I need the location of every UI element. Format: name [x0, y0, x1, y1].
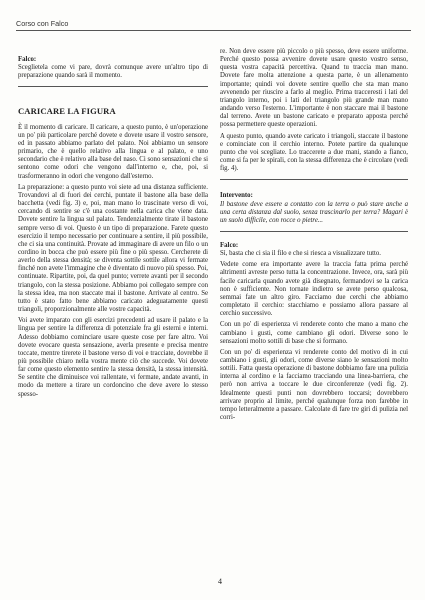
right-column: [220, 48, 408, 428]
falco-note: [18, 56, 208, 80]
page-number: 4: [218, 577, 222, 586]
body-paragraph: A questo punto, quando avete caricato i triangoli, staccate il bastone e cominciate con il cerchio interno. Potete partire da qualunque punto che voi scegliate. Lo traccerete a due mani, stando a fianco, come si fa per le spirali, con la stessa differenza che è circolare (vedi fig. 4).: [220, 132, 408, 173]
divider-line: [18, 86, 208, 87]
body-paragraph: Sì, basta che ci sia il filo e che si riesca a visualizzare tutto.: [220, 250, 381, 258]
falco-answer: [220, 242, 408, 422]
note-speaker: Falco:: [220, 241, 239, 249]
body-paragraph: Voi avete imparato con gli esercizi precedenti ad usare il palato e la lingua per sentire la differenza di potenziale fra gli esterni e interni. Adesso dobbiamo cominciare usare queste cose per fare altro. Voi dovete evocare questa sensazione, averla presente e precisa mentre toccate, mentre tirerete il bastone verso di voi e tracciate, dovrebbe il più possibile chiaro nella vostra mente ciò che succede. Voi dovete far come questo elemento sentire la stessa densità, la stessa intensità. Se sentite che diminuisce voi rallentate, vi fermate, andate avanti, in modo da mettere a tirare un cordoncino che deve avere lo stesso spesso-: [18, 317, 208, 398]
header-title: Corso con Falco: [16, 19, 69, 28]
left-column: [18, 56, 208, 402]
body-paragraph: Con un po' di esperienza vi renderete conto del motivo di in cui cambiano i gusti, gli odori, come diverse siano le sensazioni molto sottili. Fatta questa operazione di bastone dobbiamo fare una pulizia interna al cordino e la facciamo tracciando una linea-barriera, che però non arriva a toccare le due circonferenze (vedi fig. 2). Idealmente questi punti non dovrebbero toccarsi; dovrebbero arrivare proprio al limite, perché qualunque forza non farebbe in tempo letteralmente a passare. Calcolate di fare tre giri di pulizia nel corri-: [220, 348, 408, 422]
body-paragraph: È il momento di caricare. Il caricare, a questo punto, è un'operazione un po' più particolare perché dovete e dovete usare il vostro sensore, ed in passato abbiamo parlato del palato. Noi abbiamo un sensore primario, che è quello relativo alla lingua e al palato, e uno secondario che è relativo alla base del naso. Ci sono sensazioni che si sentono come odori che vengono dall'interno e, che, poi, si trasformeranno in odori che vengono dall'esterno.: [18, 123, 208, 180]
note-speaker: Falco:: [18, 56, 37, 63]
note-text: Il bastone deve essere a contatto con la terra o può stare anche a una certa distanza dal suolo, senza trascinarlo per terra? Magari è un suolo difficile, con rocce o pietre...: [220, 200, 408, 224]
body-paragraph: re. Non deve essere più piccolo o più spesso, deve essere uniforme. Perché questo possa avvenire dovete usare questo vostro senso, questa vostra capacità percettiva. Quand tu traccia man mano. Dovete fare molta attenzione a questa parte, è un allenamento importante; quindi voi dovete sentire quello che sta man mano avvenendo per riuscire a farlo al meglio. Prima tracceresti i lati del triangolo interno, poi i lati del triangolo più grande man mano andando verso l'esterno. L'importante è non staccare mai il bastone dal terreno. Avete un bastone caricato e preparato apposta perché possa permettere queste operazioni.: [220, 48, 408, 129]
body-paragraph: Con un po' di esperienza vi renderete conto che mano a mano che cambiano i gusti, come cambiano gli odori. Diverse sono le sensazioni molto sottili di base che si formano.: [220, 321, 408, 345]
body-paragraph: Vedete come era importante avere la traccia fatta prima perché altrimenti avreste perso tutta la concentrazione. Invece, ora, sarà più facile caricarla quando avete già disegnato, fermandovi se la carica non è sufficiente. Non tornate indietro se avete perso qualcosa, semmai fate un altro giro. Facciamo due cerchi che abbiamo completato il cerchio: stacchiamo e possiamo allora passare al cerchio successivo.: [220, 261, 408, 318]
note-text: Sceglietela come vi pare, dovrà comunque avere un'altro tipo di preparazione quando sarà il momento.: [18, 64, 208, 80]
intervento-note: [220, 192, 408, 225]
note-speaker: Intervento:: [220, 192, 253, 200]
page-header: [16, 16, 411, 31]
divider-line: [220, 179, 408, 180]
divider-line: [220, 231, 408, 232]
body-paragraph: La preparazione: a questo punto voi siete ad una distanza sufficiente. Trovandovi al di fuori dei cerchi, puntate il bastone alla base della bacchetta (vedi fig. 3) e, poi, man mano lo trascinate verso di voi, cercando di sentire se c'è una costante nella carica che viene data. Dovete sentire la lingua sul palato. Tendenzialmente tirate il bastone sempre verso di voi. Questo è un tipo di preparazione. Farete questo esercizio il tempo necessario per continuare a sentire, il più possibile, che ci sia una continuità. Provate ad immaginare di avere un filo o un cordino in bocca che può essere più fine o più spesso. Cercherete di averlo della stessa densità; se diventa sottile sottile allora vi fermate finché non avete l'immagine che è diventato di nuovo più spesso. Poi, continuate. Ripartite, poi, da quel punto; verrete avanti per il secondo triangolo, con la stessa posizione. Abbiamo poi collegato sempre con la stessa idea, ma non staccate mai il bastone. Arrivate al centro. Se tutto è stato fatto bene abbiamo caricato adeguatamente questi triangoli, proporzionalmente alle vostre capacità.: [18, 183, 208, 314]
section-heading: CARICARE LA FIGURA: [18, 106, 116, 117]
